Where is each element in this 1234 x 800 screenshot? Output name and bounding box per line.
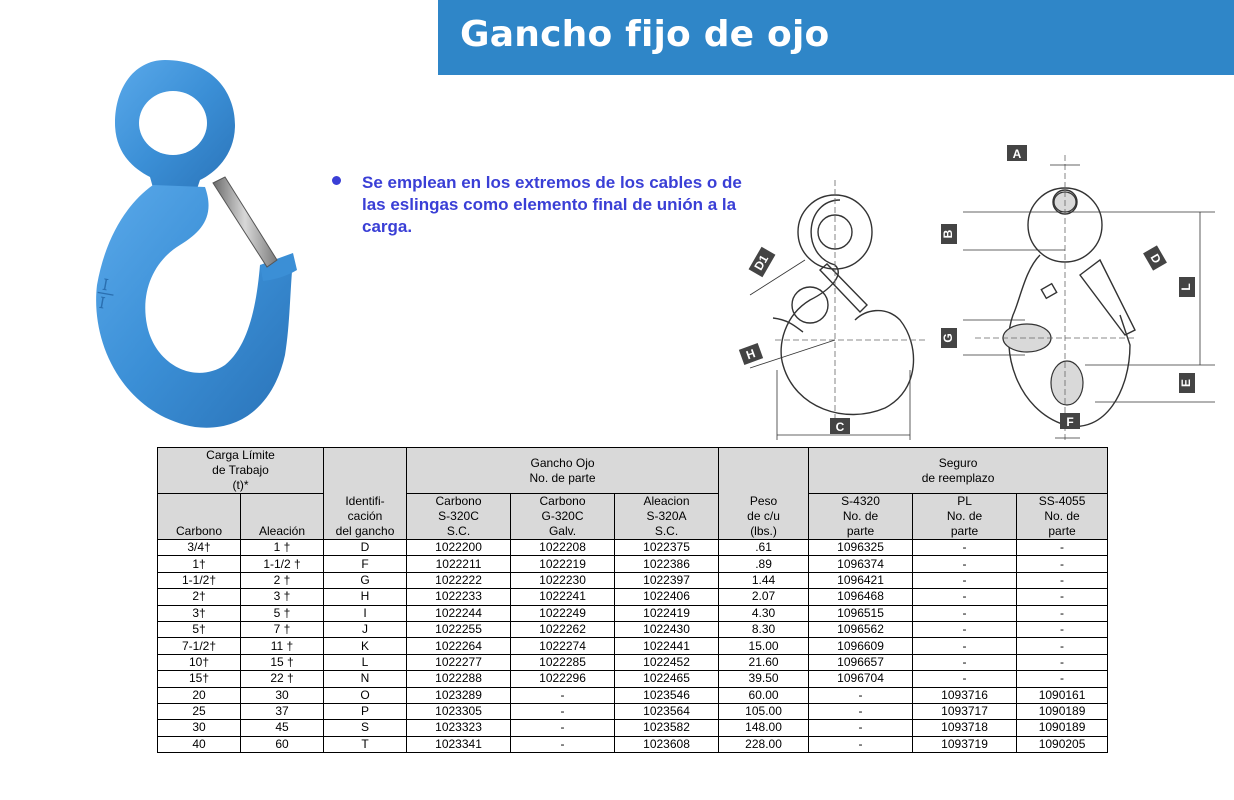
- table-cell: 1096704: [809, 671, 913, 687]
- table-cell: 1022208: [511, 540, 615, 556]
- table-cell: S: [324, 720, 407, 736]
- table-cell: 1023305: [407, 703, 511, 719]
- label-a: A: [1012, 147, 1022, 161]
- table-cell: -: [809, 687, 913, 703]
- table-row: [158, 589, 1108, 605]
- page-title: Gancho fijo de ojo: [460, 14, 830, 55]
- table-row: [158, 736, 1108, 752]
- table-cell: 39.50: [719, 671, 809, 687]
- table-cell: -: [809, 736, 913, 752]
- label-f: F: [1066, 415, 1074, 429]
- table-cell: 1093718: [913, 720, 1017, 736]
- table-cell: 2 †: [241, 572, 324, 588]
- table-cell: 1022441: [615, 638, 719, 654]
- table-cell: 30: [158, 720, 241, 736]
- label-b: B: [941, 229, 956, 239]
- table-cell: 40: [158, 736, 241, 752]
- table-cell: 1-1/2 †: [241, 556, 324, 572]
- table-cell: 1090161: [1017, 687, 1108, 703]
- table-cell: 1022233: [407, 589, 511, 605]
- table-cell: -: [913, 572, 1017, 588]
- table-cell: 1022222: [407, 572, 511, 588]
- table-cell: -: [913, 671, 1017, 687]
- table-cell: 1023341: [407, 736, 511, 752]
- table-cell: 1022241: [511, 589, 615, 605]
- header-gancho-ojo: Gancho Ojo No. de parte: [407, 448, 719, 494]
- table-cell: 1096325: [809, 540, 913, 556]
- table-cell: 1022262: [511, 621, 615, 637]
- table-cell: -: [1017, 589, 1108, 605]
- header-g320c: Carbono G-320C Galv.: [511, 494, 615, 540]
- table-cell: F: [324, 556, 407, 572]
- table-cell: J: [324, 621, 407, 637]
- table-row: [158, 638, 1108, 654]
- header-carga: Carga Límite de Trabajo (t)*: [158, 448, 324, 494]
- table-cell: 8.30: [719, 621, 809, 637]
- table-row: [158, 671, 1108, 687]
- table-cell: 1093716: [913, 687, 1017, 703]
- table-cell: O: [324, 687, 407, 703]
- dimension-diagram: [735, 140, 1215, 445]
- label-d: D: [1147, 251, 1164, 266]
- header-s320a: Aleacion S-320A S.C.: [615, 494, 719, 540]
- table-cell: 1022406: [615, 589, 719, 605]
- table-cell: 1022255: [407, 621, 511, 637]
- table-row: [158, 540, 1108, 556]
- table-cell: 1096657: [809, 654, 913, 670]
- table-cell: -: [511, 687, 615, 703]
- eye-hook-photo: [85, 55, 315, 435]
- header-pl: PL No. de parte: [913, 494, 1017, 540]
- table-cell: P: [324, 703, 407, 719]
- table-cell: -: [809, 703, 913, 719]
- label-g: G: [941, 333, 956, 343]
- table-cell: .61: [719, 540, 809, 556]
- table-cell: 2.07: [719, 589, 809, 605]
- table-cell: 20: [158, 687, 241, 703]
- table-row: [158, 654, 1108, 670]
- table-cell: 1093719: [913, 736, 1017, 752]
- description-text: Se emplean en los extremos de los cables o de las eslingas como elemento final de unión a la carga.: [362, 173, 742, 236]
- table-cell: 1022277: [407, 654, 511, 670]
- table-cell: 1022419: [615, 605, 719, 621]
- spec-table: [157, 447, 1108, 753]
- header-aleacion: Aleación: [241, 494, 324, 540]
- label-c: C: [835, 420, 845, 434]
- table-cell: 1096421: [809, 572, 913, 588]
- table-cell: 45: [241, 720, 324, 736]
- label-e: E: [1179, 378, 1194, 388]
- table-cell: 5 †: [241, 605, 324, 621]
- table-cell: 60.00: [719, 687, 809, 703]
- table-cell: 7-1/2†: [158, 638, 241, 654]
- bullet-dot: [332, 176, 341, 185]
- table-cell: 25: [158, 703, 241, 719]
- table-cell: 21.60: [719, 654, 809, 670]
- table-cell: -: [1017, 572, 1108, 588]
- table-row: [158, 605, 1108, 621]
- table-cell: 2†: [158, 589, 241, 605]
- table-cell: 1096374: [809, 556, 913, 572]
- table-cell: 1090205: [1017, 736, 1108, 752]
- label-d1: D1: [751, 252, 772, 273]
- table-cell: 1022274: [511, 638, 615, 654]
- table-cell: 1023608: [615, 736, 719, 752]
- table-cell: 1022386: [615, 556, 719, 572]
- table-cell: 1022430: [615, 621, 719, 637]
- table-cell: 1096515: [809, 605, 913, 621]
- header-s4320: S-4320 No. de parte: [809, 494, 913, 540]
- table-cell: 30: [241, 687, 324, 703]
- table-cell: 7 †: [241, 621, 324, 637]
- table-cell: 1093717: [913, 703, 1017, 719]
- table-cell: -: [1017, 621, 1108, 637]
- table-cell: 1023582: [615, 720, 719, 736]
- table-cell: 148.00: [719, 720, 809, 736]
- table-cell: I: [324, 605, 407, 621]
- table-cell: 1022288: [407, 671, 511, 687]
- table-cell: 1023323: [407, 720, 511, 736]
- table-cell: -: [1017, 638, 1108, 654]
- table-cell: -: [913, 540, 1017, 556]
- dimension-labels: [739, 145, 1195, 434]
- table-cell: 37: [241, 703, 324, 719]
- table-cell: -: [809, 720, 913, 736]
- table-cell: 1090189: [1017, 703, 1108, 719]
- table-cell: 1096609: [809, 638, 913, 654]
- table-cell: 1022397: [615, 572, 719, 588]
- table-cell: 1022230: [511, 572, 615, 588]
- table-row: [158, 720, 1108, 736]
- table-cell: -: [1017, 605, 1108, 621]
- table-cell: 1.44: [719, 572, 809, 588]
- label-l: L: [1179, 283, 1194, 291]
- table-cell: -: [511, 703, 615, 719]
- table-cell: -: [511, 736, 615, 752]
- table-cell: -: [913, 605, 1017, 621]
- table-cell: 1022244: [407, 605, 511, 621]
- table-cell: 60: [241, 736, 324, 752]
- svg-text:ꟷ|ꟷ: ꟷ|ꟷ: [92, 276, 117, 311]
- table-cell: 10†: [158, 654, 241, 670]
- spec-table-body: [158, 540, 1108, 753]
- table-cell: 5†: [158, 621, 241, 637]
- table-cell: -: [1017, 540, 1108, 556]
- table-cell: -: [1017, 654, 1108, 670]
- table-cell: -: [511, 720, 615, 736]
- label-h: H: [744, 346, 758, 363]
- table-row: [158, 687, 1108, 703]
- table-row: [158, 621, 1108, 637]
- header-ss4055: SS-4055 No. de parte: [1017, 494, 1108, 540]
- table-cell: 1022211: [407, 556, 511, 572]
- table-row: [158, 556, 1108, 572]
- table-cell: 1022465: [615, 671, 719, 687]
- header-seguro: Seguro de reemplazo: [809, 448, 1108, 494]
- table-cell: -: [913, 556, 1017, 572]
- table-cell: 1023564: [615, 703, 719, 719]
- table-cell: D: [324, 540, 407, 556]
- table-cell: K: [324, 638, 407, 654]
- table-cell: L: [324, 654, 407, 670]
- table-row: [158, 703, 1108, 719]
- table-cell: 1022296: [511, 671, 615, 687]
- table-cell: H: [324, 589, 407, 605]
- table-cell: 1022264: [407, 638, 511, 654]
- table-row: [158, 572, 1108, 588]
- table-cell: 1022249: [511, 605, 615, 621]
- table-cell: 1022375: [615, 540, 719, 556]
- header-carbono: Carbono: [158, 494, 241, 540]
- table-cell: 1022285: [511, 654, 615, 670]
- table-cell: 3†: [158, 605, 241, 621]
- table-cell: -: [1017, 556, 1108, 572]
- table-cell: 11 †: [241, 638, 324, 654]
- table-cell: -: [913, 654, 1017, 670]
- table-cell: 15 †: [241, 654, 324, 670]
- table-cell: 1090189: [1017, 720, 1108, 736]
- table-cell: 1096468: [809, 589, 913, 605]
- table-cell: 1022200: [407, 540, 511, 556]
- table-cell: 22 †: [241, 671, 324, 687]
- header-identificacion: Identifi- cación del gancho: [324, 448, 407, 540]
- table-cell: 15†: [158, 671, 241, 687]
- table-cell: 3/4†: [158, 540, 241, 556]
- table-cell: .89: [719, 556, 809, 572]
- table-cell: T: [324, 736, 407, 752]
- table-cell: 4.30: [719, 605, 809, 621]
- table-cell: -: [913, 589, 1017, 605]
- table-cell: 1023546: [615, 687, 719, 703]
- table-cell: 1022452: [615, 654, 719, 670]
- table-cell: 1023289: [407, 687, 511, 703]
- header-s320c: Carbono S-320C S.C.: [407, 494, 511, 540]
- table-cell: 1096562: [809, 621, 913, 637]
- table-cell: N: [324, 671, 407, 687]
- table-cell: 1-1/2†: [158, 572, 241, 588]
- table-cell: 105.00: [719, 703, 809, 719]
- table-cell: -: [1017, 671, 1108, 687]
- table-cell: 1022219: [511, 556, 615, 572]
- table-cell: G: [324, 572, 407, 588]
- table-cell: -: [913, 638, 1017, 654]
- table-cell: 15.00: [719, 638, 809, 654]
- table-cell: 1 †: [241, 540, 324, 556]
- header-peso: Peso de c/u (lbs.): [719, 448, 809, 540]
- table-cell: -: [913, 621, 1017, 637]
- table-cell: 3 †: [241, 589, 324, 605]
- table-cell: 228.00: [719, 736, 809, 752]
- table-cell: 1†: [158, 556, 241, 572]
- title-banner: [438, 0, 1234, 75]
